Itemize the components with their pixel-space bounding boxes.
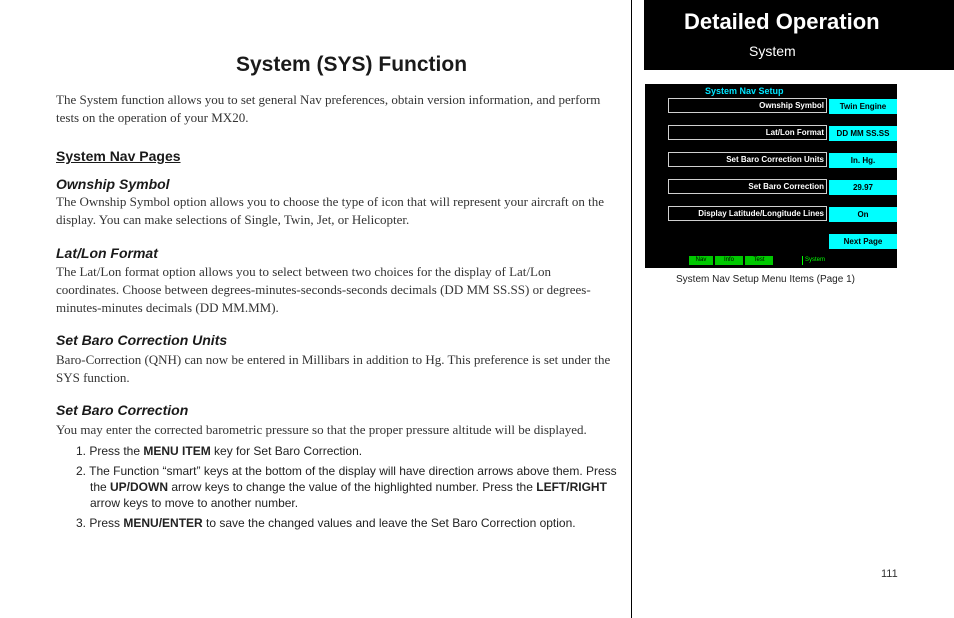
step-3: 3. Press MENU/ENTER to save the changed values and leave the Set Baro Correction option. (76, 516, 576, 530)
screen-title: System Nav Setup (705, 86, 784, 96)
screen-label-latlon: Lat/Lon Format (668, 125, 827, 140)
screen-tab-info: Info (715, 256, 743, 265)
screen-label-baro: Set Baro Correction (668, 179, 827, 194)
device-screenshot (645, 84, 897, 268)
intro-paragraph: The System function allows you to set general Nav preferences, obtain version information, and perform tests on the operation of your MX20. (56, 92, 601, 125)
screen-value-latlon: DD MM SS.SS (829, 126, 897, 141)
step-2: 2. The Function “smart” keys at the bottom of the display will have direction arrows above them. Press the UP/DOWN arrow keys to change the value of the highlighted number. Press the LEFT/RIGHT arrow keys to move to another number. (76, 464, 617, 510)
screen-tab-test: Test (745, 256, 773, 265)
key-menu-enter: MENU/ENTER (123, 516, 203, 530)
chapter-subtitle: System (749, 43, 796, 59)
key-menu-item: MENU ITEM (143, 444, 211, 458)
screen-value-baro-units: In. Hg. (829, 153, 897, 168)
screen-label-baro-units: Set Baro Correction Units (668, 152, 827, 167)
page-title: System (SYS) Function (236, 53, 468, 76)
subsection-heading-baro: Set Baro Correction (56, 402, 189, 418)
key-left-right: LEFT/RIGHT (536, 480, 607, 494)
screen-label-ownship: Ownship Symbol (668, 98, 827, 113)
subsection-heading-baro-units: Set Baro Correction Units (56, 332, 228, 348)
subsection-heading-latlon: Lat/Lon Format (56, 245, 158, 261)
screen-next-page: Next Page (829, 234, 897, 249)
screen-tab-nav: Nav (689, 256, 713, 265)
column-divider (631, 0, 632, 618)
key-up-down: UP/DOWN (110, 480, 169, 494)
screen-function-label: System (802, 256, 825, 265)
subsection-text-baro-units: Baro-Correction (QNH) can now be entered in Millibars in addition to Hg. This preference is set under the SYS function. (56, 352, 611, 385)
screen-value-baro: 29.97 (829, 180, 897, 195)
subsection-text-ownship: The Ownship Symbol option allows you to choose the type of icon that will represent your aircraft on the display. You can make selections of Single, Twin, Jet, or Helicopter. (56, 194, 605, 227)
subsection-heading-ownship: Ownship Symbol (56, 176, 170, 192)
screen-value-ownship: Twin Engine (829, 99, 897, 114)
step-1: 1. Press the MENU ITEM key for Set Baro Correction. (76, 444, 363, 458)
chapter-title: Detailed Operation (684, 9, 880, 34)
subsection-text-latlon: The Lat/Lon format option allows you to select between two choices for the display of Lat/Lon coordinates. Choose between degrees-minutes-seconds-seconds decimals (DD MM SS.SS) or degrees-minutes-minutes decimals (DD MM.MM). (56, 264, 591, 315)
section-heading: System Nav Pages (56, 148, 181, 164)
chapter-header (644, 0, 954, 70)
subsection-text-baro: You may enter the corrected barometric pressure so that the proper pressure altitude will be displayed. (56, 422, 587, 437)
screen-value-latlon-lines: On (829, 207, 897, 222)
figure-caption: System Nav Setup Menu Items (Page 1) (676, 274, 855, 285)
screen-label-latlon-lines: Display Latitude/Longitude Lines (668, 206, 827, 221)
page-number: 111 (881, 568, 898, 580)
